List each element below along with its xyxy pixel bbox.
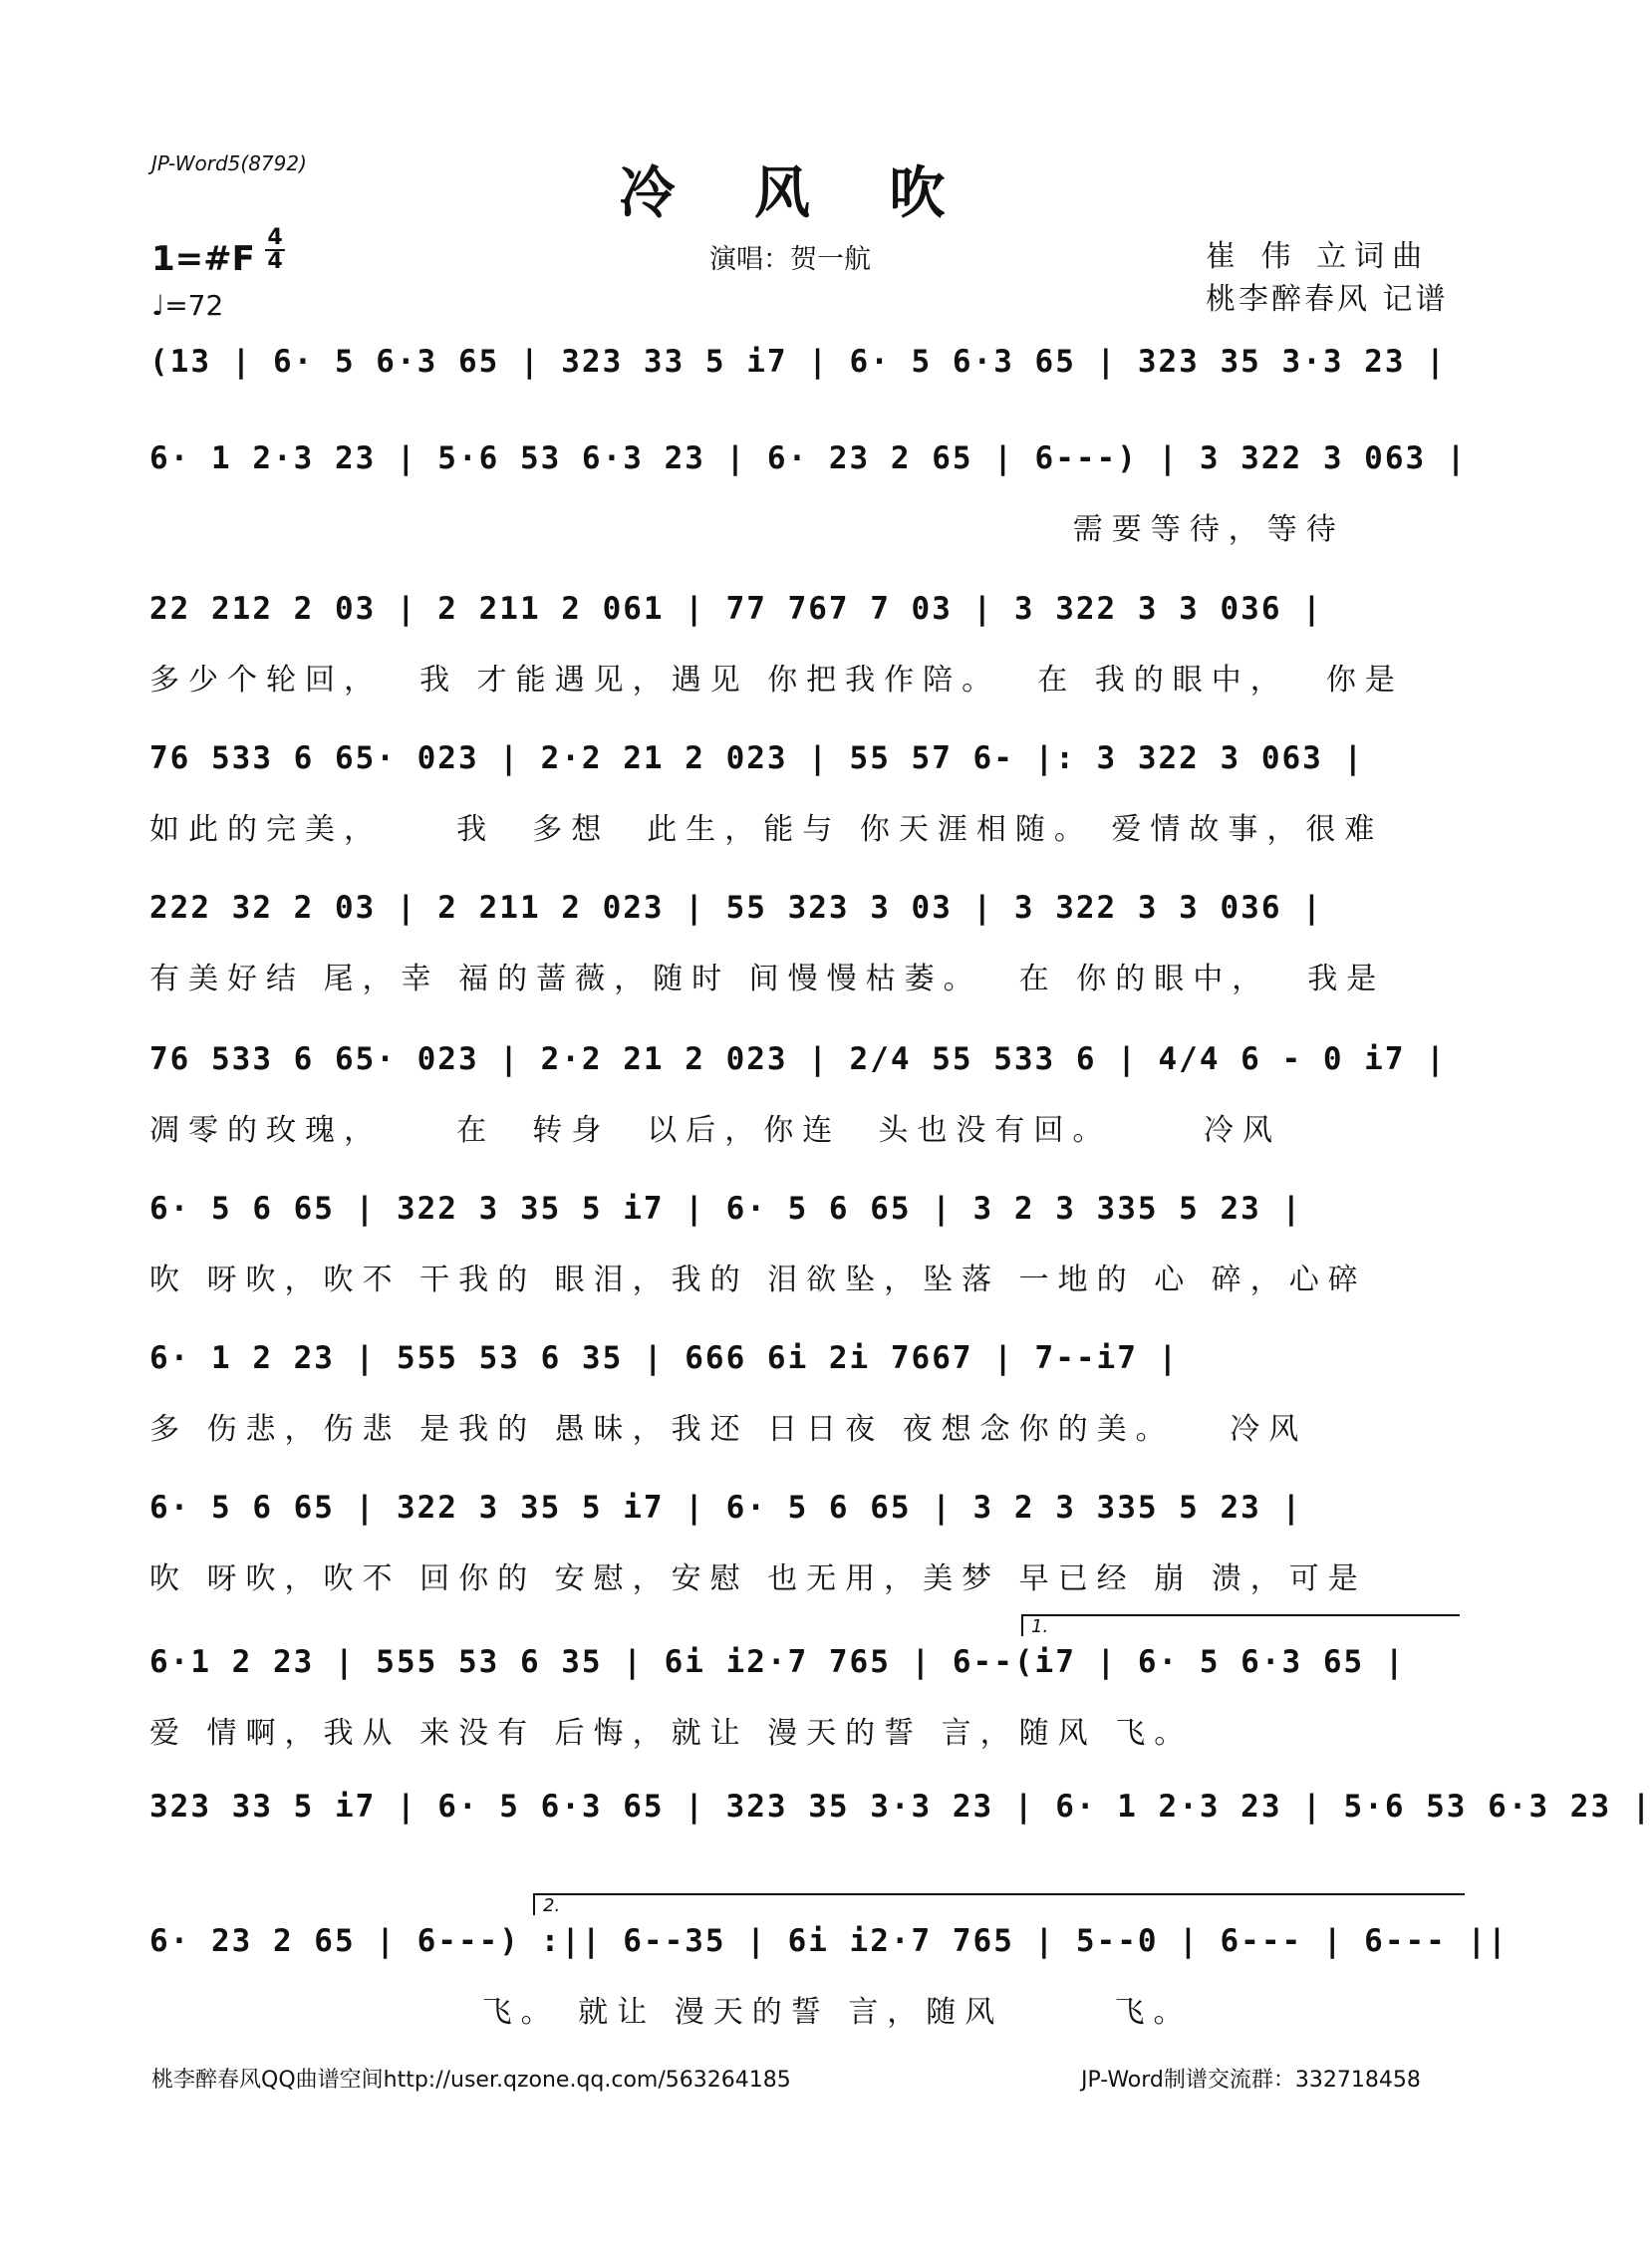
lyrics-line: 凋零的玫瑰， 在 转身 以后，你连 头也没有回。 冷风 <box>149 1113 1282 1148</box>
notes-line: 6· 23 2 65 | 6---) :|| 6--35 | 6i i2·7 765 | 5--0 | 6--- | 6--- || <box>149 1923 1509 1959</box>
lyrics-line: 飞。 就让 漫天的誓 言，随风 飞。 <box>149 1995 1193 2030</box>
notes-line: 323 33 5 i7 | 6· 5 6·3 65 | 323 35 3·3 23 | 6· 1 2·3 23 | 5·6 53 6·3 23 | <box>149 1789 1652 1825</box>
singer-credit: 演唱：贺一航 <box>709 244 871 275</box>
notes-line: 6· 1 2·3 23 | 5·6 53 6·3 23 | 6· 23 2 65 | 6---) | 3 322 3 063 | <box>149 440 1468 476</box>
lyrics-line: 爱 情啊，我从 来没有 后悔，就让 漫天的誓 言，随风 飞。 <box>149 1716 1194 1751</box>
lyrics-line: 有美好结 尾，幸 福的蔷薇，随时 间慢慢枯萎。 在 你的眼中， 我是 <box>149 962 1386 996</box>
footer-right: JP-Word制谱交流群：332718458 <box>1081 2068 1421 2093</box>
transcriber-credit: 桃李醉春风 记谱 <box>1206 282 1449 317</box>
notes-line: 76 533 6 65· 023 | 2·2 21 2 023 | 55 57 6- |: 3 322 3 063 | <box>149 740 1365 776</box>
key-signature: 1=#F <box>151 239 255 279</box>
lyrics-line: 多少个轮回， 我 才能遇见，遇见 你把我作陪。 在 我的眼中， 你是 <box>149 663 1404 698</box>
notes-line: 222 32 2 03 | 2 211 2 023 | 55 323 3 03 | 3 322 3 3 036 | <box>149 890 1323 926</box>
notes-line: 6· 1 2 23 | 555 53 6 35 | 666 6i 2i 7667 | 7--i7 | <box>149 1340 1180 1376</box>
lyrics-line: 如此的完美， 我 多想 此生，能与 你天涯相随。 爱情故事，很难 <box>149 812 1384 847</box>
volta-second-ending: 2. <box>533 1893 1465 1915</box>
footer-left: 桃李醉春风QQ曲谱空间http://user.qzone.qq.com/563264185 <box>151 2068 791 2093</box>
lyrics-line: 吹 呀吹，吹不 回你的 安慰，安慰 也无用，美梦 早已经 崩 溃，可是 <box>149 1561 1367 1596</box>
time-signature-top: 4 <box>267 225 283 250</box>
lyrics-line: 吹 呀吹，吹不 干我的 眼泪，我的 泪欲坠，坠落 一地的 心 碎，心碎 <box>149 1263 1367 1297</box>
lyrics-line: 多 伤悲，伤悲 是我的 愚昧，我还 日日夜 夜想念你的美。 冷风 <box>149 1412 1308 1447</box>
song-title: 冷 风 吹 <box>619 161 975 226</box>
notes-line: 6· 5 6 65 | 322 3 35 5 i7 | 6· 5 6 65 | 3 2 3 335 5 23 | <box>149 1490 1303 1526</box>
notes-line: 76 533 6 65· 023 | 2·2 21 2 023 | 2/4 55 533 6 | 4/4 6 - 0 i7 | <box>149 1041 1447 1077</box>
notes-line: (13 | 6· 5 6·3 65 | 323 33 5 i7 | 6· 5 6·3 65 | 323 35 3·3 23 | <box>149 344 1447 380</box>
lyrics-line: 需要等待，等待 <box>149 512 1345 547</box>
composer-credit: 崔 伟 立词曲 <box>1206 239 1431 274</box>
time-signature-bottom: 4 <box>267 249 283 274</box>
volta-first-ending: 1. <box>1021 1614 1460 1636</box>
tempo-marking: ♩=72 <box>151 289 224 322</box>
time-signature <box>265 227 285 273</box>
software-label: JP-Word5(8792) <box>151 151 307 175</box>
notes-line: 22 212 2 03 | 2 211 2 061 | 77 767 7 03 | 3 322 3 3 036 | <box>149 591 1323 627</box>
notes-line: 6·1 2 23 | 555 53 6 35 | 6i i2·7 765 | 6--(i7 | 6· 5 6·3 65 | <box>149 1644 1406 1680</box>
notes-line: 6· 5 6 65 | 322 3 35 5 i7 | 6· 5 6 65 | 3 2 3 335 5 23 | <box>149 1191 1303 1227</box>
